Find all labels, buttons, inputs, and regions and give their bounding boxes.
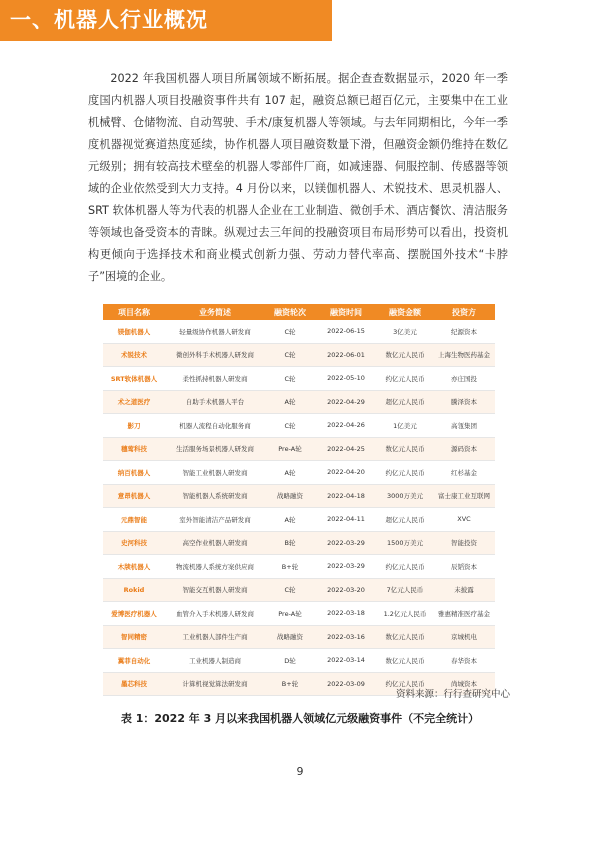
cell-investor: 亦庄国投 <box>433 367 495 391</box>
cell-investor: 未披露 <box>433 578 495 602</box>
table-row <box>103 484 495 508</box>
table-row <box>103 367 495 391</box>
cell-investor: 纪源资本 <box>433 320 495 343</box>
cell-round: 战略融资 <box>265 484 315 508</box>
cell-project: 术锐技术 <box>103 343 165 367</box>
cell-investor: 红杉基金 <box>433 461 495 485</box>
cell-project: 穗莺科技 <box>103 437 165 461</box>
header-amount: 融资金额 <box>377 304 433 320</box>
header-investor: 投资方 <box>433 304 495 320</box>
cell-project: 镁伽机器人 <box>103 320 165 343</box>
cell-business: 智能工业机器人研发商 <box>165 461 265 485</box>
cell-date: 2022-04-20 <box>315 461 377 485</box>
cell-business: 室外智能清洁产品研发商 <box>165 508 265 532</box>
cell-business: 智能交互机器人研发商 <box>165 578 265 602</box>
table-row <box>103 625 495 649</box>
cell-date: 2022-04-25 <box>315 437 377 461</box>
cell-project: SRT软体机器人 <box>103 367 165 391</box>
cell-date: 2022-04-29 <box>315 390 377 414</box>
table-row <box>103 602 495 626</box>
cell-project: 纳百机器人 <box>103 461 165 485</box>
cell-business: 机器人流程自动化服务商 <box>165 414 265 438</box>
cell-round: D轮 <box>265 649 315 673</box>
cell-round: C轮 <box>265 367 315 391</box>
table-row <box>103 437 495 461</box>
body-paragraph: 2022 年我国机器人项目所属领域不断拓展。据企查查数据显示，2020 年一季度国内机器人项目投融资事件共有 107 起，融资总额已超百亿元，主要集中在工业机械臂、仓储物流、自动驾驶、手术/康复机器人等领域。与去年同期相比，今年一季度机器视觉赛道热度延续，协作机器人项目融资数量下滑，但融资金额仍维持在数亿元级别；拥有较高技术壁垒的机器人零部件厂商，如减速器、伺服控制、传感器等领域的企业依然受到大力支持。4 月份以来，以镁伽机器人、术锐技术、思灵机器人、SRT 软体机器人等为代表的机器人企业在工业制造、微创手术、酒店餐饮、清洁服务等领域也备受资本的青睐。纵观过去三年间的投融资项目布局形势可以看出，投资机构更倾向于选择技术和商业模式创新力强、劳动力替代率高、摆脱国外技术“卡脖子”困境的企业。 <box>88 72 508 283</box>
cell-business: 微创外科手术机器人研发商 <box>165 343 265 367</box>
financing-table <box>103 304 495 696</box>
cell-project: 术之道医疗 <box>103 390 165 414</box>
cell-round: Pre-A轮 <box>265 437 315 461</box>
cell-round: C轮 <box>265 578 315 602</box>
cell-business: 计算机视觉算法研发商 <box>165 672 265 696</box>
cell-amount: 约亿元人民币 <box>377 367 433 391</box>
cell-project: 爱博医疗机器人 <box>103 602 165 626</box>
body-paragraph-block <box>88 68 508 288</box>
cell-amount: 约亿元人民币 <box>377 672 433 696</box>
cell-amount: 约亿元人民币 <box>377 461 433 485</box>
cell-investor: 源码资本 <box>433 437 495 461</box>
cell-round: 战略融资 <box>265 625 315 649</box>
cell-amount: 1500万美元 <box>377 531 433 555</box>
cell-round: B轮 <box>265 531 315 555</box>
cell-date: 2022-05-10 <box>315 367 377 391</box>
cell-project: Rokid <box>103 578 165 602</box>
cell-business: 物流机器人系统方案供应商 <box>165 555 265 579</box>
header-round: 融资轮次 <box>265 304 315 320</box>
table-header-row <box>103 304 495 320</box>
cell-business: 自助手术机器人平台 <box>165 390 265 414</box>
cell-investor: 高瓴集团 <box>433 414 495 438</box>
cell-project: 影刀 <box>103 414 165 438</box>
cell-project: 墨芯科技 <box>103 672 165 696</box>
cell-business: 柔性抓持机器人研发商 <box>165 367 265 391</box>
cell-investor: XVC <box>433 508 495 532</box>
cell-business: 高空作业机器人研发商 <box>165 531 265 555</box>
cell-investor: 春华资本 <box>433 649 495 673</box>
cell-project: 意昂机器人 <box>103 484 165 508</box>
table-row <box>103 320 495 343</box>
table-row <box>103 555 495 579</box>
section-title: 一、机器人行业概况 <box>0 0 332 41</box>
header-date: 融资时间 <box>315 304 377 320</box>
cell-round: A轮 <box>265 461 315 485</box>
cell-project: 元鼎智能 <box>103 508 165 532</box>
cell-business: 工业机器人部件生产商 <box>165 625 265 649</box>
table-row <box>103 414 495 438</box>
cell-investor: 京城机电 <box>433 625 495 649</box>
cell-business: 生活服务场景机器人研发商 <box>165 437 265 461</box>
cell-round: C轮 <box>265 343 315 367</box>
header-business: 业务简述 <box>165 304 265 320</box>
cell-amount: 3000万美元 <box>377 484 433 508</box>
cell-round: A轮 <box>265 508 315 532</box>
cell-date: 2022-03-16 <box>315 625 377 649</box>
cell-date: 2022-06-15 <box>315 320 377 343</box>
cell-date: 2022-03-14 <box>315 649 377 673</box>
cell-date: 2022-03-09 <box>315 672 377 696</box>
table-body <box>103 320 495 696</box>
cell-amount: 1.2亿元人民币 <box>377 602 433 626</box>
cell-amount: 约亿元人民币 <box>377 555 433 579</box>
page-number: 9 <box>296 765 304 778</box>
cell-amount: 超亿元人民币 <box>377 508 433 532</box>
cell-business: 智能机器人系统研发商 <box>165 484 265 508</box>
cell-date: 2022-04-26 <box>315 414 377 438</box>
cell-amount: 数亿元人民币 <box>377 343 433 367</box>
cell-amount: 3亿美元 <box>377 320 433 343</box>
cell-amount: 1亿美元 <box>377 414 433 438</box>
table-row <box>103 649 495 673</box>
cell-project: 木牍机器人 <box>103 555 165 579</box>
cell-investor: 富士康工业互联网 <box>433 484 495 508</box>
cell-investor: 智能投资 <box>433 531 495 555</box>
cell-business: 工业机器人制造商 <box>165 649 265 673</box>
table-row <box>103 578 495 602</box>
cell-date: 2022-04-11 <box>315 508 377 532</box>
cell-date: 2022-03-20 <box>315 578 377 602</box>
cell-round: B+轮 <box>265 672 315 696</box>
cell-round: A轮 <box>265 390 315 414</box>
table-row <box>103 343 495 367</box>
cell-date: 2022-03-29 <box>315 531 377 555</box>
cell-investor: 辰韬资本 <box>433 555 495 579</box>
table-row <box>103 461 495 485</box>
cell-date: 2022-03-29 <box>315 555 377 579</box>
table-row <box>103 531 495 555</box>
cell-project: 智同精密 <box>103 625 165 649</box>
table-caption: 表 1：2022 年 3 月以来我国机器人领域亿元级融资事件（不完全统计） <box>120 712 480 725</box>
header-project: 项目名称 <box>103 304 165 320</box>
cell-investor: 尚城资本 <box>433 672 495 696</box>
cell-amount: 数亿元人民币 <box>377 437 433 461</box>
cell-amount: 数亿元人民币 <box>377 625 433 649</box>
cell-date: 2022-06-01 <box>315 343 377 367</box>
source-note: 资料来源：行行查研究中心 <box>395 689 510 700</box>
cell-amount: 超亿元人民币 <box>377 390 433 414</box>
cell-date: 2022-04-18 <box>315 484 377 508</box>
table-row <box>103 390 495 414</box>
cell-round: B+轮 <box>265 555 315 579</box>
cell-date: 2022-03-18 <box>315 602 377 626</box>
cell-round: C轮 <box>265 320 315 343</box>
cell-amount: 数亿元人民币 <box>377 649 433 673</box>
cell-business: 轻量级协作机器人研发商 <box>165 320 265 343</box>
cell-business: 血管介入手术机器人研发商 <box>165 602 265 626</box>
cell-investor: 雅惠精准医疗基金 <box>433 602 495 626</box>
cell-round: Pre-A轮 <box>265 602 315 626</box>
cell-investor: 騰泽资本 <box>433 390 495 414</box>
cell-project: 史河科技 <box>103 531 165 555</box>
table-row <box>103 508 495 532</box>
cell-investor: 上海生物医药基金 <box>433 343 495 367</box>
cell-project: 翼菲自动化 <box>103 649 165 673</box>
cell-round: C轮 <box>265 414 315 438</box>
cell-amount: 7亿元人民币 <box>377 578 433 602</box>
